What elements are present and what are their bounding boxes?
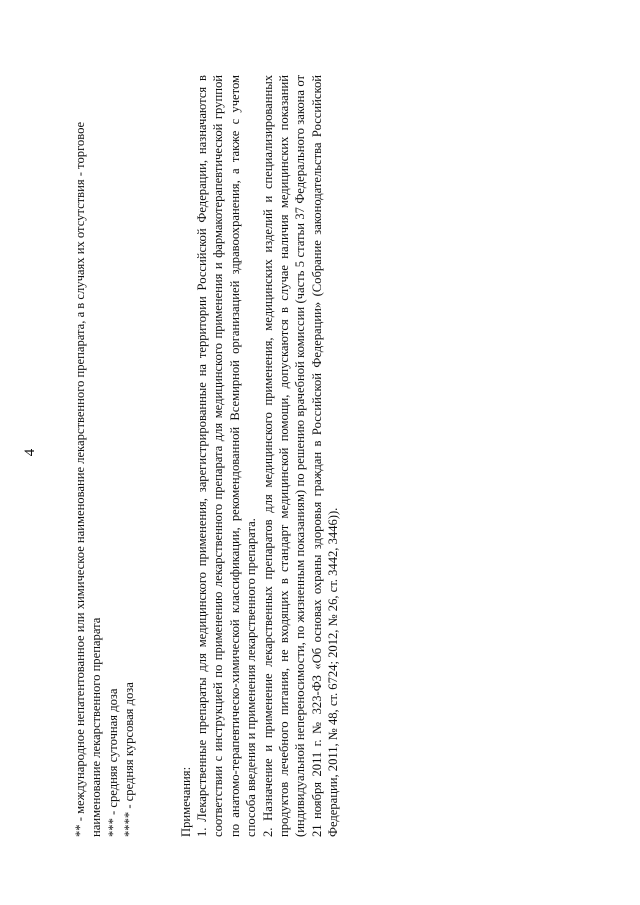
notes-title: Примечания: [178, 766, 193, 837]
footnotes-block [72, 75, 138, 837]
note-item-1: 1. Лекарственные препараты для медицинского применения, зарегистрированные на территории Российской Федерации, назначаются в соответствии с инструкцией по применению лекарственного препарата для медицинского применения и фармакотерапевтической группой по анатомо-терапевтическо-химической классификации, рекомендованной Всемирной организацией здравоохранения, а также с учетом способа введения и применения лекарственного препарата. [195, 75, 259, 837]
page-number: 4 [22, 448, 38, 457]
note-item-2: 2. Назначение и применение лекарственных препаратов для медицинского применения, медицинских изделий и специализированных продуктов лечебного питания, не входящих в стандарт медицинской помощи, допускаются в случае наличия медицинских показаний (индивидуальной непереносимости, по жизненным показаниям) по решению врачебной комиссии (часть 5 статьи 37 Федерального закона от 21 ноября 2011 г. № 323-ФЗ «Об основах охраны здоровья граждан в Российской Федерации» (Собрание законодательства Российской Федерации, 2011, № 48, ст. 6724; 2012, № 26, ст. 3442, 3446)). [260, 75, 341, 837]
footnote-daily-dose: *** - средняя суточная доза [105, 688, 120, 837]
footnote-drug-name: ** - международное непатентованное или химическое наименование лекарственного препарата, а в случаях их отсутствия - торговое наименование лекарственного препарата [73, 121, 104, 837]
footnote-course-dose: **** - средняя курсовая доза [122, 682, 137, 837]
notes-block [178, 75, 342, 837]
document-body [72, 75, 342, 837]
